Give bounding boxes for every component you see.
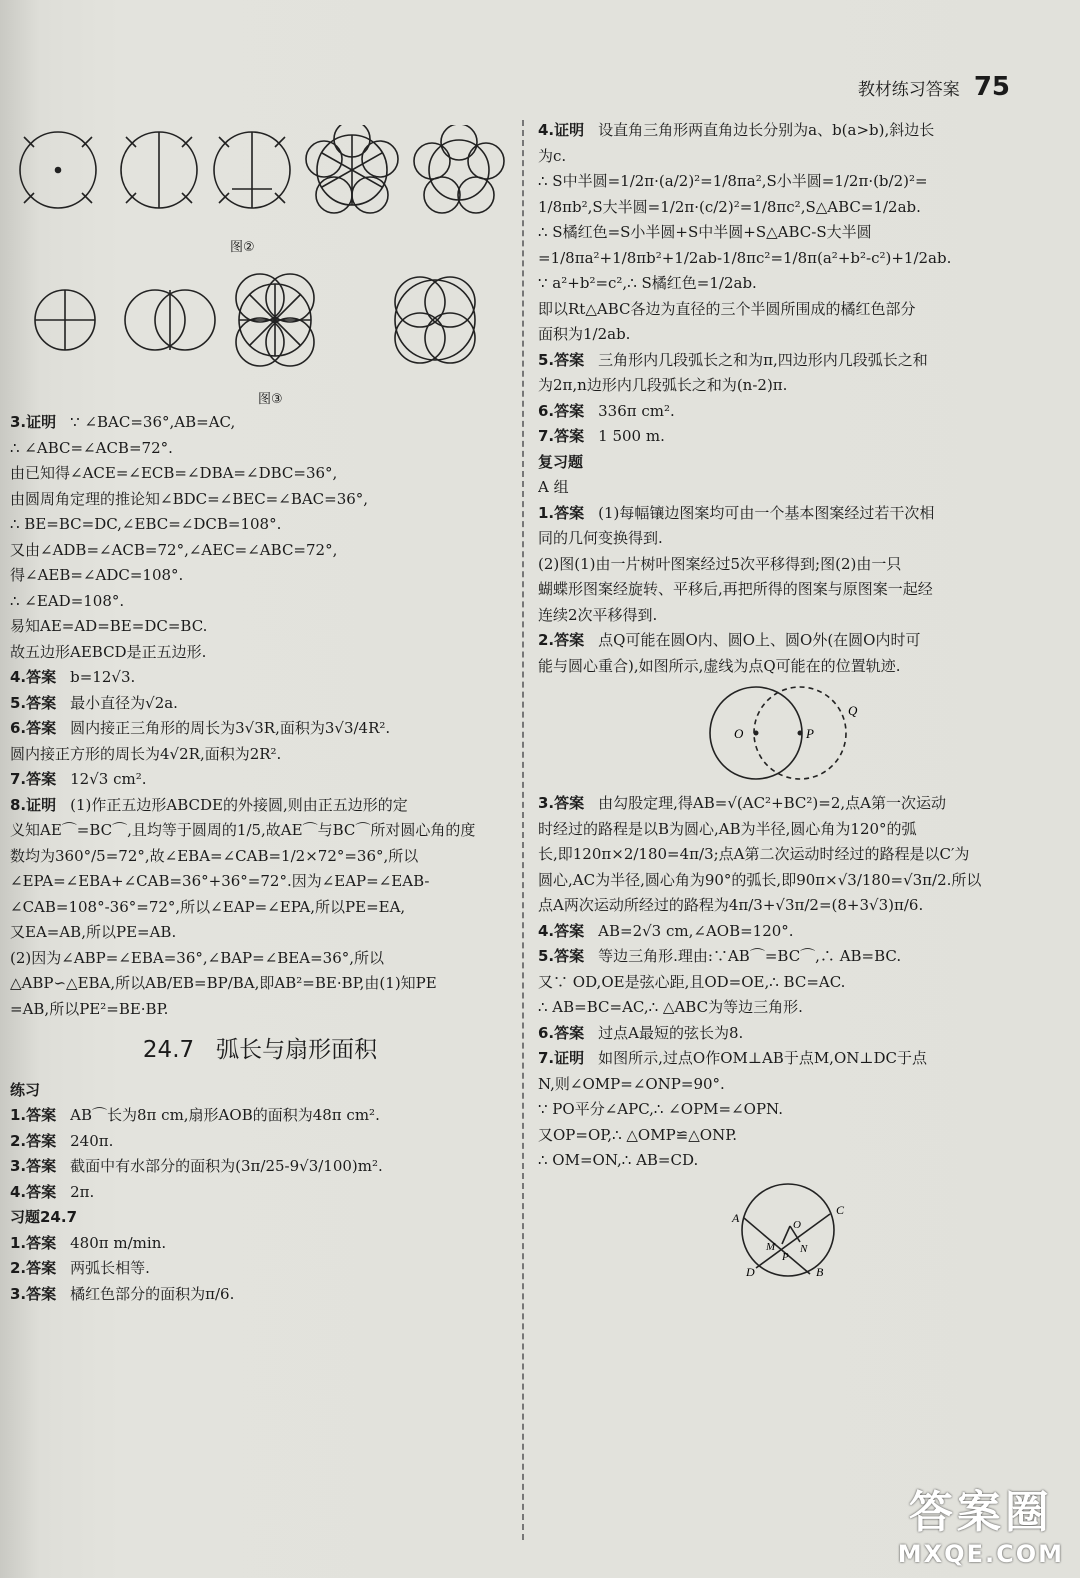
answer-line: [538, 118, 1038, 144]
answer-line: [10, 410, 510, 436]
answer-line: [538, 348, 1038, 374]
answer-text: ∵ ∠BAC=36°,AB=AC,: [70, 413, 236, 431]
answer-line: [538, 1046, 1038, 1072]
answer-label: 7.证明: [538, 1049, 585, 1067]
answer-line: [538, 995, 1038, 1021]
answer-label: 3.答案: [538, 794, 585, 812]
answer-label: 4.答案: [10, 668, 57, 686]
answer-text: 又∵ OD,OE是弦心距,且OD=OE,∴ BC=AC.: [538, 972, 846, 991]
answer-line: [538, 1097, 1038, 1123]
answer-line: [538, 842, 1038, 868]
answer-text: 橘红色部分的面积为π/6.: [70, 1284, 235, 1303]
answer-line: [10, 1154, 510, 1180]
answer-text: 圆内接正三角形的周长为3√3R,面积为3√3/4R².: [70, 719, 391, 737]
fig3-circle-4: [395, 280, 475, 360]
answer-text: 由已知得∠ACE=∠ECB=∠DBA=∠DBC=36°,: [10, 464, 338, 482]
right-answers: [538, 118, 1038, 450]
answer-text: AB⌒长为8π cm,扇形AOB的面积为48π cm².: [70, 1106, 380, 1124]
answer-text: =AB,所以PE²=BE·BP.: [10, 999, 169, 1018]
answer-text: b=12√3.: [70, 668, 136, 686]
answer-text: 故五边形AEBCD是正五边形.: [10, 642, 207, 661]
answer-text: 长,即120π×2/180=4π/3;点A第二次运动时经过的路程是以C′为: [538, 845, 970, 863]
answer-line: [538, 169, 1038, 195]
answer-line: [538, 919, 1038, 945]
answer-text: 为2π,n边形内几段弧长之和为(n-2)π.: [538, 376, 788, 394]
answer-line: [538, 1123, 1038, 1149]
answer-text: 2π.: [70, 1182, 95, 1201]
answer-label: 8.证明: [10, 795, 57, 814]
answer-line: [10, 1231, 510, 1257]
answer-line: [538, 526, 1038, 552]
answer-line: [10, 1282, 510, 1308]
section-title: [10, 1038, 510, 1064]
answer-line: [538, 399, 1038, 425]
fig-q-label-q: Q: [848, 703, 858, 718]
answer-text: AB=2√3 cm,∠AOB=120°.: [598, 921, 794, 940]
answer-line: [10, 1180, 510, 1206]
fig7-label-o: O: [793, 1218, 801, 1231]
answer-text: 即以Rt△ABC各边为直径的三个半圆所围成的橘红色部分: [538, 299, 916, 318]
figure-q-locus: [538, 685, 1038, 785]
answer-line: [10, 946, 510, 972]
fig-q-label-p: P: [806, 726, 814, 741]
answer-line: [10, 895, 510, 921]
answer-text: 点Q可能在圆O内、圆O上、圆O外(在圆O内时可: [598, 631, 921, 649]
section-number: 24.7: [142, 1037, 195, 1063]
answer-label: 7.答案: [10, 770, 57, 788]
answer-line: [538, 817, 1038, 843]
answer-label: 1.答案: [538, 503, 585, 522]
answer-text: ∴ AB=BC=AC,∴ △ABC为等边三角形.: [538, 998, 803, 1016]
answer-label: 6.答案: [538, 1023, 585, 1042]
answer-line: [10, 844, 510, 870]
answer-label: 5.答案: [538, 350, 585, 369]
answer-label: 4.证明: [538, 121, 585, 139]
exercise-answers: [10, 1231, 510, 1308]
answer-line: [10, 589, 510, 615]
answer-line: [538, 1148, 1038, 1174]
exercise-title: 习题24.7: [10, 1208, 78, 1226]
fig7-label-m: M: [766, 1240, 776, 1253]
answer-label: 2.答案: [538, 631, 585, 649]
answer-text: 设直角三角形两直角边长分别为a、b(a>b),斜边长: [598, 121, 935, 139]
column-divider: [522, 120, 524, 1540]
answer-text: 圆心,AC为半径,圆心角为90°的弧长,即90π×√3/180=√3π/2.所以: [538, 870, 982, 889]
answer-text: N,则∠OMP=∠ONP=90°.: [538, 1074, 725, 1093]
answer-text: 又EA=AB,所以PE=AB.: [10, 923, 177, 941]
answer-line: [538, 944, 1038, 970]
answer-label: 1.答案: [10, 1106, 57, 1124]
watermark-url: MXQE.COM: [897, 1540, 1064, 1568]
answer-line: [10, 640, 510, 666]
answer-line: [10, 869, 510, 895]
answer-line: [538, 791, 1038, 817]
answer-line: [10, 971, 510, 997]
answer-text: (2)因为∠ABP=∠EBA=36°,∠BAP=∠BEA=36°,所以: [10, 948, 385, 967]
figure-2-circles: [14, 125, 509, 235]
answer-label: 4.答案: [10, 1182, 57, 1201]
answer-label: 3.证明: [10, 413, 57, 431]
answer-label: 3.答案: [10, 1284, 57, 1303]
answer-text: 480π m/min.: [70, 1233, 167, 1252]
answer-line: [10, 716, 510, 742]
practice-title: 练习: [10, 1080, 41, 1099]
answer-text: ∴ S橘红色=S小半圆+S中半圆+S△ABC-S大半圆: [538, 223, 872, 241]
answer-label: 5.答案: [538, 947, 585, 965]
answer-line: [10, 920, 510, 946]
answer-line: [10, 1103, 510, 1129]
answer-label: 1.答案: [10, 1233, 57, 1252]
left-column: [10, 410, 510, 1307]
answer-text: ∵ a²+b²=c²,∴ S橘红色=1/2ab.: [538, 274, 757, 292]
answer-line: [538, 373, 1038, 399]
figure-3-circles: [20, 262, 510, 392]
answer-text: ∴ BE=BC=DC,∠EBC=∠DCB=108°.: [10, 515, 282, 533]
answer-text: 能与圆心重合),如图所示,虚线为点Q可能在的位置轨迹.: [538, 656, 901, 675]
answer-line: [10, 793, 510, 819]
fig7-label-b: B: [816, 1264, 824, 1278]
answer-label: 5.答案: [10, 693, 57, 712]
fig7-label-d: D: [746, 1264, 755, 1278]
answer-label: 6.答案: [10, 719, 57, 737]
answer-line: [10, 1129, 510, 1155]
answer-text: 截面中有水部分的面积为(3π/25-9√3/100)m².: [70, 1157, 383, 1175]
answer-line: [538, 552, 1038, 578]
answer-line: [10, 487, 510, 513]
answer-text: 易知AE=AD=BE=DC=BC.: [10, 617, 208, 635]
answer-text: 等边三角形.理由:∵AB⌒=BC⌒,∴ AB=BC.: [598, 947, 902, 965]
answer-text: 由勾股定理,得AB=√(AC²+BC²)=2,点A第一次运动: [598, 794, 946, 812]
fig7-label-c: C: [836, 1202, 845, 1217]
answer-line: [538, 654, 1038, 680]
figure-7-chords: [538, 1178, 1038, 1278]
answer-text: 又OP=OP,∴ △OMP≌△ONP.: [538, 1125, 738, 1144]
answer-line: [538, 628, 1038, 654]
answer-text: ∠EPA=∠EBA+∠CAB=36°+36°=72°.因为∠EAP=∠EAB-: [10, 872, 430, 890]
answer-label: 6.答案: [538, 401, 585, 420]
header-title: 教材练习答案: [857, 80, 960, 100]
answer-label: 4.答案: [538, 921, 585, 940]
answer-line: [10, 563, 510, 589]
fig7-label-p: P: [782, 1250, 789, 1263]
group-a: A 组: [538, 478, 569, 496]
answer-line: [538, 322, 1038, 348]
answer-line: [538, 220, 1038, 246]
answer-line: [538, 603, 1038, 629]
figure-3-caption: 图③: [258, 392, 283, 407]
practice-answers: [10, 1103, 510, 1205]
answer-line: [10, 614, 510, 640]
watermark: [898, 1476, 1064, 1568]
answer-text: 1 500 m.: [598, 427, 665, 445]
answer-line: [538, 1021, 1038, 1047]
review-title: 复习题: [538, 452, 584, 471]
answer-line: [10, 1256, 510, 1282]
answer-text: (1)作正五边形ABCDE的外接圆,则由正五边形的定: [70, 795, 408, 814]
answer-line: [538, 297, 1038, 323]
answer-text: 蝴蝶形图案经旋转、平移后,再把所得的图案与原图案一起经: [538, 580, 933, 598]
answer-line: [538, 246, 1038, 272]
answer-text: 同的几何变换得到.: [538, 529, 663, 547]
answer-line: [10, 691, 510, 717]
right-column: [538, 118, 1038, 1282]
answer-line: [10, 818, 510, 844]
watermark-main: 答案圈: [908, 1487, 1053, 1538]
answer-line: [538, 1072, 1038, 1098]
answer-line: [10, 665, 510, 691]
page-number: 75: [973, 72, 1010, 102]
answer-line: [538, 501, 1038, 527]
answer-text: ∴ ∠ABC=∠ACB=72°.: [10, 438, 173, 457]
answer-text: ∠CAB=108°-36°=72°,所以∠EAP=∠EPA,所以PE=EA,: [10, 897, 406, 916]
answer-line: [10, 461, 510, 487]
answer-text: ∴ OM=ON,∴ AB=CD.: [538, 1151, 699, 1169]
fig7-label-n: N: [800, 1242, 808, 1255]
answer-line: [538, 893, 1038, 919]
answer-label: 7.答案: [538, 427, 585, 445]
answer-text: 过点A最短的弦长为8.: [598, 1023, 744, 1042]
answer-line: [10, 436, 510, 462]
answer-line: [538, 195, 1038, 221]
answer-text: 义知AE⌒=BC⌒,且均等于圆周的1/5,故AE⌒与BC⌒所对圆心角的度: [10, 821, 476, 839]
answer-text: 1/8πb²,S大半圆=1/2π·(c/2)²=1/8πc²,S△ABC=1/2ab.: [538, 197, 921, 216]
answer-text: =1/8πa²+1/8πb²+1/2ab-1/8πc²=1/8π(a²+b²-c²)+1/2ab.: [538, 248, 952, 267]
answer-text: 点A两次运动所经过的路程为4π/3+√3π/2=(8+3√3)π/6.: [538, 896, 924, 914]
answer-line: [538, 144, 1038, 170]
answer-text: 由圆周角定理的推论知∠BDC=∠BEC=∠BAC=36°,: [10, 489, 369, 508]
answer-text: 如图所示,过点O作OM⊥AB于点M,ON⊥DC于点: [598, 1049, 927, 1067]
answer-line: [538, 577, 1038, 603]
answer-line: [538, 424, 1038, 450]
answer-label: 2.答案: [10, 1259, 57, 1277]
answer-line: [10, 767, 510, 793]
answer-line: [538, 970, 1038, 996]
page-header: [858, 72, 1010, 102]
answer-text: 12√3 cm².: [70, 770, 147, 788]
answer-label: 2.答案: [10, 1131, 57, 1150]
answer-text: 240π.: [70, 1131, 114, 1150]
answer-text: 圆内接正方形的周长为4√2R,面积为2R².: [10, 744, 282, 763]
answer-line: [538, 868, 1038, 894]
answer-text: (2)图(1)由一片树叶图案经过5次平移得到;图(2)由一只: [538, 554, 902, 573]
answer-line: [10, 538, 510, 564]
answer-text: 得∠AEB=∠ADC=108°.: [10, 566, 184, 584]
answer-text: △ABP∽△EBA,所以AB/EB=BP/BA,即AB²=BE·BP,由(1)知PE: [10, 974, 437, 992]
figure-2-caption: 图②: [230, 240, 255, 255]
answer-text: (1)每幅镶边图案均可由一个基本图案经过若干次相: [598, 503, 935, 522]
answer-text: ∴ ∠EAD=108°.: [10, 591, 125, 610]
section-name: 弧长与扇形面积: [216, 1037, 378, 1063]
answer-text: 又由∠ADB=∠ACB=72°,∠AEC=∠ABC=72°,: [10, 540, 338, 559]
answer-text: ∵ PO平分∠APC,∴ ∠OPM=∠OPN.: [538, 1100, 783, 1118]
answer-text: 336π cm².: [598, 401, 675, 420]
answer-line: [10, 512, 510, 538]
answer-text: 最小直径为√2a.: [70, 693, 178, 712]
answer-line: [538, 271, 1038, 297]
left-answers: [10, 410, 510, 1022]
answer-text: 面积为1/2ab.: [538, 325, 631, 343]
answer-text: ∴ S中半圆=1/2π·(a/2)²=1/8πa²,S小半圆=1/2π·(b/2)²=: [538, 172, 928, 190]
answer-text: 两弧长相等.: [70, 1259, 150, 1277]
fig7-label-a: A: [732, 1210, 740, 1225]
answer-label: 3.答案: [10, 1157, 57, 1175]
fig-q-label-o: O: [734, 726, 744, 741]
review-answers-continued: [538, 791, 1038, 1174]
answer-text: 时经过的路程是以B为圆心,AB为半径,圆心角为120°的弧: [538, 819, 917, 838]
review-answers: [538, 501, 1038, 680]
answer-text: 数均为360°/5=72°,故∠EBA=∠CAB=1/2×72°=36°,所以: [10, 846, 419, 865]
answer-text: 三角形内几段弧长之和为π,四边形内几段弧长之和: [598, 350, 928, 369]
answer-text: 为c.: [538, 146, 567, 165]
answer-line: [10, 997, 510, 1023]
answer-text: 连续2次平移得到.: [538, 605, 658, 624]
answer-line: [10, 742, 510, 768]
